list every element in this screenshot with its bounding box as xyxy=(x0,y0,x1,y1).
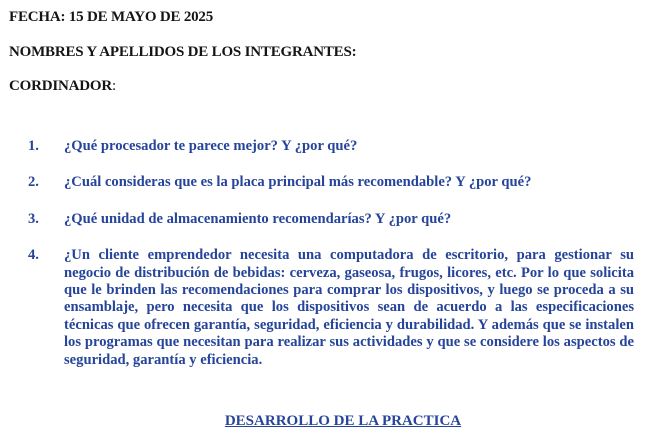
coordinator-line xyxy=(9,78,116,95)
question-number-4: 4. xyxy=(28,247,39,264)
question-item-3 xyxy=(28,211,634,228)
question-number-3: 3. xyxy=(28,210,39,227)
question-item-1 xyxy=(28,138,634,155)
section-title xyxy=(0,413,646,430)
question-item-2 xyxy=(28,174,634,191)
section-title-text: DESARROLLO DE LA PRACTICA xyxy=(224,413,462,429)
coordinator-label: CORDINADOR xyxy=(9,78,113,94)
question-number-2: 2. xyxy=(28,174,39,191)
question-text-4: ¿Un cliente emprendedor necesita una computadora de escritorio, para gestionar su negocio de distribución de bebidas: cerveza, gaseosa, frugos, licores, etc. Por lo que solicita que le brinden las recomendaciones para comprar los dispositivos, y luego se proceda a su ensamblaje, pero necesita que los dispositivos sean de acuerdo a las especificaciones técnicas que ofrecen garantía, seguridad, eficiencia y durabilidad. Y además que se instalen los programas que necesitan para realizar sus actividades y que se considere los aspectos de seguridad, garantía y eficiencia. xyxy=(64,247,634,368)
coordinator-colon: : xyxy=(112,78,116,94)
question-list xyxy=(28,138,634,369)
question-text-1: ¿Qué procesador te parece mejor? Y ¿por qué? xyxy=(64,138,358,154)
question-text-3: ¿Qué unidad de almacenamiento recomendarías? Y ¿por qué? xyxy=(64,210,452,227)
question-number-1: 1. xyxy=(28,138,39,154)
date-line: FECHA: 15 DE MAYO DE 2025 xyxy=(9,9,214,25)
question-item-4 xyxy=(28,247,634,369)
question-text-2: ¿Cuál consideras que es la placa principal más recomendable? Y ¿por qué? xyxy=(64,174,532,191)
members-line: NOMBRES Y APELLIDOS DE LOS INTEGRANTES: xyxy=(9,44,357,60)
